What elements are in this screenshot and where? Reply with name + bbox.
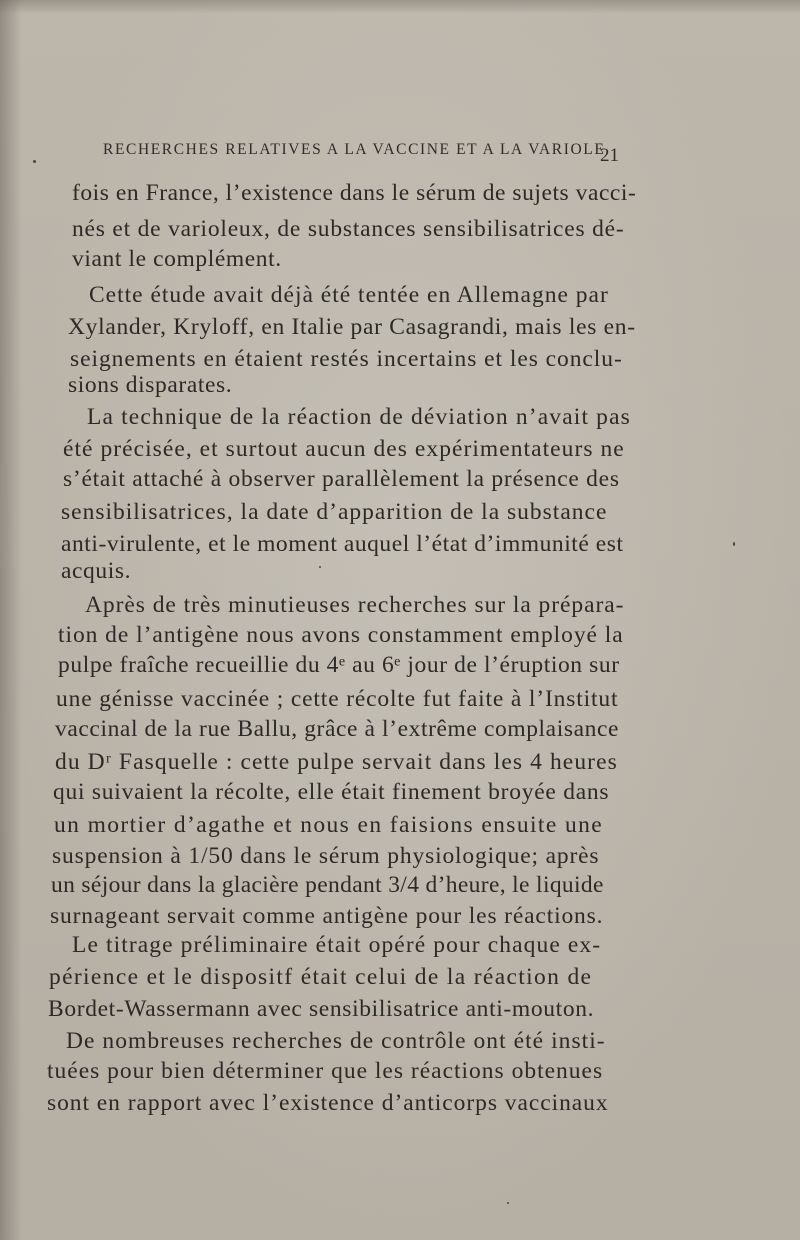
page-edge-shadow (0, 0, 22, 1240)
text-line: nés et de varioleux, de substances sensibilisatrices dé- (72, 216, 625, 242)
text-line: pulpe fraîche recueillie du 4ᵉ au 6ᵉ jour de l’éruption sur (58, 652, 620, 678)
text-line: un mortier d’agathe et nous en faisions ensuite une (54, 812, 604, 838)
text-line: De nombreuses recherches de contrôle ont été insti- (66, 1028, 606, 1054)
paper-speck (33, 160, 36, 163)
text-line: sensibilisatrices, la date d’apparition de la substance (61, 499, 608, 525)
text-line: été précisée, et surtout aucun des expérimentateurs ne (63, 436, 625, 462)
text-line: Après de très minutieuses recherches sur la prépara- (85, 592, 625, 618)
text-line: seignements en étaient restés incertains et les conclu- (70, 346, 623, 372)
text-line: sont en rapport avec l’existence d’anticorps vaccinaux (47, 1090, 609, 1116)
text-line: tuées pour bien déterminer que les réactions obtenues (47, 1058, 604, 1084)
paper-speck (507, 1202, 509, 1204)
text-line: Cette étude avait déjà été tentée en Allemagne par (89, 282, 609, 308)
text-line: qui suivaient la récolte, elle était finement broyée dans (53, 779, 610, 805)
paper-speck (319, 566, 321, 568)
running-head: RECHERCHES RELATIVES A LA VACCINE ET A LA VARIOLE (103, 141, 606, 158)
text-line: Xylander, Kryloff, en Italie par Casagrandi, mais les en- (68, 314, 636, 340)
text-line: Bordet-Wassermann avec sensibilisatrice anti-mouton. (48, 996, 595, 1022)
text-line: fois en France, l’existence dans le sérum de sujets vacci- (72, 180, 637, 206)
text-line: viant le complément. (72, 246, 282, 272)
text-line: La technique de la réaction de déviation n’avait pas (87, 404, 631, 430)
page-number: 21 (600, 145, 619, 166)
text-line: tion de l’antigène nous avons constamment employé la (58, 622, 624, 648)
text-line: acquis. (61, 558, 132, 584)
text-line: Le titrage préliminaire était opéré pour chaque ex- (72, 932, 602, 958)
text-line: anti-virulente, et le moment auquel l’état d’immunité est (61, 531, 624, 557)
text-line: sions disparates. (68, 372, 233, 398)
text-line: s’était attaché à observer parallèlement la présence des (63, 466, 620, 492)
text-line: vaccinal de la rue Ballu, grâce à l’extrême complaisance (55, 716, 620, 742)
text-line: un séjour dans la glacière pendant 3/4 d’heure, le liquide (51, 872, 604, 898)
page-top-shadow (0, 0, 800, 14)
text-line: suspension à 1/50 dans le sérum physiologique; après (52, 843, 600, 869)
text-line: périence et le dispositf était celui de la réaction de (49, 964, 593, 990)
text-line: surnageant servait comme antigène pour les réactions. (50, 903, 604, 929)
text-line: une génisse vaccinée ; cette récolte fut faite à l’Institut (56, 686, 619, 712)
paper-speck (733, 542, 735, 546)
text-line: du Dʳ Fasquelle : cette pulpe servait dans les 4 heures (55, 749, 618, 775)
